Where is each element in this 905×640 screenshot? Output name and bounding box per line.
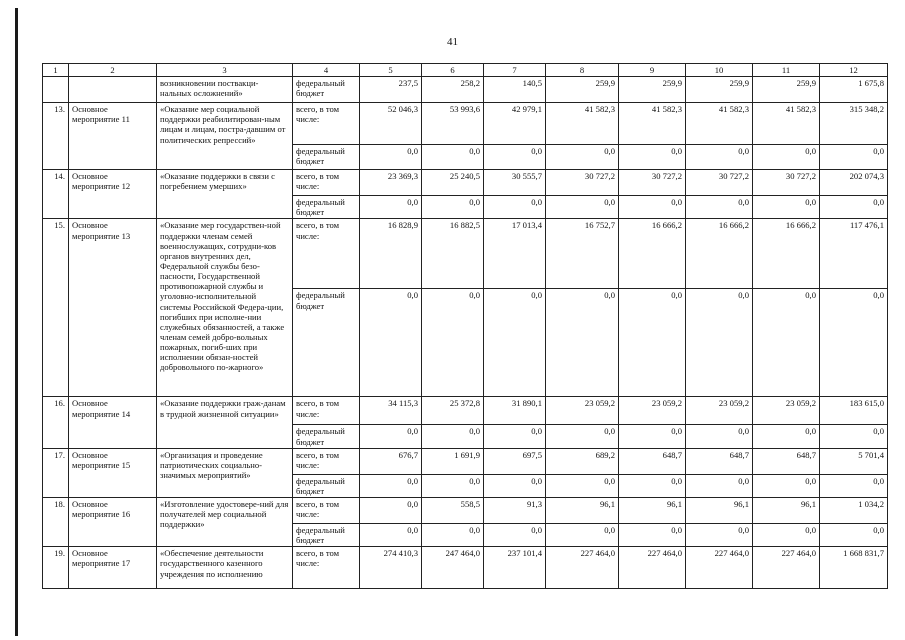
amount-cell: 23 369,3 — [360, 170, 422, 196]
measure-name-cell: «Оказание поддержки граж-данам в трудной жизненной ситуации» — [157, 397, 293, 448]
measure-cell: Основное мероприятие 14 — [69, 397, 157, 448]
amount-cell: 117 476,1 — [820, 219, 888, 289]
amount-cell: 16 828,9 — [360, 219, 422, 289]
row-number-cell — [43, 77, 69, 103]
amount-cell: 30 727,2 — [546, 170, 619, 196]
amount-cell: 23 059,2 — [753, 397, 820, 425]
measure-name-cell: «Оказание мер социальной поддержки реабилитирован-ным лицам и лицам, постра-давшим от политических репрессий» — [157, 103, 293, 170]
amount-cell: 1 691,9 — [422, 448, 484, 474]
measure-name-cell: «Оказание мер государствен-ной поддержки членам семей военнослужащих, сотрудни-ков органов внутренних дел, Федеральной службы безо-пасности, Государственной противопожарной службы и уголовно-исполнительной системы Российской Федера-ции, погибших при исполне-нии служебных обязанностей, а также членам семей добро-вольных пожарных, погиб-ших при исполнении обязан-ностей добровольного по-жарного» — [157, 219, 293, 397]
amount-cell: 259,9 — [686, 77, 753, 103]
amount-cell: 30 727,2 — [686, 170, 753, 196]
budget-table-body — [43, 64, 888, 589]
amount-cell: 96,1 — [619, 497, 686, 523]
amount-cell: 648,7 — [619, 448, 686, 474]
amount-cell: 41 582,3 — [686, 103, 753, 145]
measure-name-cell: «Оказание поддержки в связи с погребением умерших» — [157, 170, 293, 219]
amount-cell: 0,0 — [753, 523, 820, 546]
row-number-cell: 13. — [43, 103, 69, 170]
amount-cell: 0,0 — [753, 425, 820, 448]
amount-cell: 0,0 — [686, 289, 753, 397]
column-number: 6 — [422, 64, 484, 77]
amount-cell: 5 701,4 — [820, 448, 888, 474]
amount-cell: 0,0 — [619, 289, 686, 397]
amount-cell: 0,0 — [753, 145, 820, 170]
amount-cell: 0,0 — [422, 145, 484, 170]
amount-cell: 41 582,3 — [753, 103, 820, 145]
table-row — [43, 170, 888, 196]
amount-cell: 0,0 — [360, 474, 422, 497]
table-row — [43, 497, 888, 523]
amount-cell: 30 727,2 — [619, 170, 686, 196]
amount-cell: 0,0 — [820, 145, 888, 170]
column-number: 5 — [360, 64, 422, 77]
measure-name-cell: «Организация и проведение патриотических социально-значимых мероприятий» — [157, 448, 293, 497]
amount-cell: 23 059,2 — [619, 397, 686, 425]
amount-cell: 41 582,3 — [546, 103, 619, 145]
amount-cell: 0,0 — [484, 523, 546, 546]
amount-cell: 0,0 — [820, 523, 888, 546]
funding-type-cell: всего, в том числе: — [293, 547, 360, 589]
funding-type-cell: федеральный бюджет — [293, 523, 360, 546]
amount-cell: 0,0 — [619, 425, 686, 448]
amount-cell: 697,5 — [484, 448, 546, 474]
column-number: 3 — [157, 64, 293, 77]
amount-cell: 31 890,1 — [484, 397, 546, 425]
table-row — [43, 103, 888, 145]
column-number: 8 — [546, 64, 619, 77]
amount-cell: 259,9 — [546, 77, 619, 103]
row-number-cell: 19. — [43, 547, 69, 589]
budget-table — [42, 63, 888, 589]
amount-cell: 0,0 — [360, 289, 422, 397]
amount-cell: 315 348,2 — [820, 103, 888, 145]
amount-cell: 30 727,2 — [753, 170, 820, 196]
amount-cell: 34 115,3 — [360, 397, 422, 425]
amount-cell: 0,0 — [686, 425, 753, 448]
column-number: 11 — [753, 64, 820, 77]
amount-cell: 0,0 — [753, 289, 820, 397]
amount-cell: 0,0 — [686, 145, 753, 170]
amount-cell: 0,0 — [619, 145, 686, 170]
amount-cell: 1 675,8 — [820, 77, 888, 103]
amount-cell: 140,5 — [484, 77, 546, 103]
amount-cell: 16 666,2 — [686, 219, 753, 289]
amount-cell: 237 101,4 — [484, 547, 546, 589]
amount-cell: 0,0 — [753, 196, 820, 219]
amount-cell: 0,0 — [422, 523, 484, 546]
amount-cell: 0,0 — [422, 474, 484, 497]
amount-cell: 0,0 — [619, 474, 686, 497]
amount-cell: 227 464,0 — [619, 547, 686, 589]
row-number-cell: 16. — [43, 397, 69, 448]
measure-cell: Основное мероприятие 17 — [69, 547, 157, 589]
amount-cell: 96,1 — [753, 497, 820, 523]
measure-cell: Основное мероприятие 13 — [69, 219, 157, 397]
column-number: 1 — [43, 64, 69, 77]
funding-type-cell: всего, в том числе: — [293, 497, 360, 523]
amount-cell: 0,0 — [484, 145, 546, 170]
column-number: 7 — [484, 64, 546, 77]
table-row — [43, 547, 888, 589]
measure-name-cell: «Обеспечение деятельности государственного казенного учреждения по исполнению — [157, 547, 293, 589]
amount-cell: 0,0 — [360, 425, 422, 448]
measure-cell — [69, 77, 157, 103]
amount-cell: 648,7 — [753, 448, 820, 474]
amount-cell: 0,0 — [360, 145, 422, 170]
amount-cell: 558,5 — [422, 497, 484, 523]
amount-cell: 0,0 — [484, 425, 546, 448]
amount-cell: 0,0 — [820, 289, 888, 397]
measure-cell: Основное мероприятие 11 — [69, 103, 157, 170]
amount-cell: 41 582,3 — [619, 103, 686, 145]
funding-type-cell: федеральный бюджет — [293, 425, 360, 448]
amount-cell: 0,0 — [820, 474, 888, 497]
amount-cell: 0,0 — [753, 474, 820, 497]
amount-cell: 0,0 — [820, 425, 888, 448]
amount-cell: 0,0 — [422, 425, 484, 448]
amount-cell: 689,2 — [546, 448, 619, 474]
amount-cell: 25 240,5 — [422, 170, 484, 196]
amount-cell: 0,0 — [546, 289, 619, 397]
amount-cell: 17 013,4 — [484, 219, 546, 289]
amount-cell: 16 752,7 — [546, 219, 619, 289]
scan-edge-rule — [15, 8, 18, 636]
column-number: 4 — [293, 64, 360, 77]
amount-cell: 0,0 — [619, 196, 686, 219]
amount-cell: 227 464,0 — [546, 547, 619, 589]
amount-cell: 96,1 — [546, 497, 619, 523]
amount-cell: 0,0 — [484, 474, 546, 497]
amount-cell: 0,0 — [546, 474, 619, 497]
row-number-cell: 17. — [43, 448, 69, 497]
measure-cell: Основное мероприятие 15 — [69, 448, 157, 497]
amount-cell: 676,7 — [360, 448, 422, 474]
page-number: 41 — [447, 36, 458, 48]
row-number-cell: 18. — [43, 497, 69, 546]
amount-cell: 0,0 — [484, 196, 546, 219]
table-row — [43, 219, 888, 289]
row-number-cell: 15. — [43, 219, 69, 397]
amount-cell: 91,3 — [484, 497, 546, 523]
column-number: 2 — [69, 64, 157, 77]
amount-cell: 23 059,2 — [686, 397, 753, 425]
amount-cell: 0,0 — [484, 289, 546, 397]
amount-cell: 0,0 — [546, 145, 619, 170]
amount-cell: 42 979,1 — [484, 103, 546, 145]
measure-cell: Основное мероприятие 12 — [69, 170, 157, 219]
funding-type-cell: всего, в том числе: — [293, 397, 360, 425]
amount-cell: 227 464,0 — [686, 547, 753, 589]
funding-type-cell: федеральный бюджет — [293, 145, 360, 170]
funding-type-cell: федеральный бюджет — [293, 196, 360, 219]
amount-cell: 16 666,2 — [753, 219, 820, 289]
amount-cell: 0,0 — [546, 425, 619, 448]
amount-cell: 1 034,2 — [820, 497, 888, 523]
amount-cell: 0,0 — [422, 196, 484, 219]
amount-cell: 52 046,3 — [360, 103, 422, 145]
amount-cell: 259,9 — [619, 77, 686, 103]
amount-cell: 0,0 — [360, 497, 422, 523]
funding-type-cell: всего, в том числе: — [293, 219, 360, 289]
measure-name-cell: возникновении поствакци-нальных осложнений» — [157, 77, 293, 103]
funding-type-cell: всего, в том числе: — [293, 103, 360, 145]
amount-cell: 247 464,0 — [422, 547, 484, 589]
amount-cell: 0,0 — [360, 523, 422, 546]
row-number-cell: 14. — [43, 170, 69, 219]
amount-cell: 0,0 — [686, 196, 753, 219]
amount-cell: 0,0 — [820, 196, 888, 219]
amount-cell: 0,0 — [686, 523, 753, 546]
amount-cell: 96,1 — [686, 497, 753, 523]
funding-type-cell: федеральный бюджет — [293, 474, 360, 497]
measure-cell: Основное мероприятие 16 — [69, 497, 157, 546]
column-number: 9 — [619, 64, 686, 77]
funding-type-cell: всего, в том числе: — [293, 448, 360, 474]
amount-cell: 237,5 — [360, 77, 422, 103]
amount-cell: 0,0 — [619, 523, 686, 546]
amount-cell: 259,9 — [753, 77, 820, 103]
table-row — [43, 397, 888, 425]
amount-cell: 53 993,6 — [422, 103, 484, 145]
amount-cell: 0,0 — [422, 289, 484, 397]
amount-cell: 274 410,3 — [360, 547, 422, 589]
funding-type-cell: федеральный бюджет — [293, 289, 360, 397]
amount-cell: 16 666,2 — [619, 219, 686, 289]
amount-cell: 16 882,5 — [422, 219, 484, 289]
amount-cell: 30 555,7 — [484, 170, 546, 196]
amount-cell: 1 668 831,7 — [820, 547, 888, 589]
amount-cell: 648,7 — [686, 448, 753, 474]
amount-cell: 0,0 — [546, 523, 619, 546]
amount-cell: 23 059,2 — [546, 397, 619, 425]
funding-type-cell: всего, в том числе: — [293, 170, 360, 196]
table-row — [43, 77, 888, 103]
column-number: 10 — [686, 64, 753, 77]
amount-cell: 25 372,8 — [422, 397, 484, 425]
amount-cell: 202 074,3 — [820, 170, 888, 196]
amount-cell: 183 615,0 — [820, 397, 888, 425]
amount-cell: 227 464,0 — [753, 547, 820, 589]
amount-cell: 258,2 — [422, 77, 484, 103]
amount-cell: 0,0 — [360, 196, 422, 219]
table-row — [43, 448, 888, 474]
amount-cell: 0,0 — [686, 474, 753, 497]
amount-cell: 0,0 — [546, 196, 619, 219]
funding-type-cell: федеральный бюджет — [293, 77, 360, 103]
measure-name-cell: «Изготовление удостовере-ний для получателей мер социальной поддержки» — [157, 497, 293, 546]
column-number-row — [43, 64, 888, 77]
column-number: 12 — [820, 64, 888, 77]
